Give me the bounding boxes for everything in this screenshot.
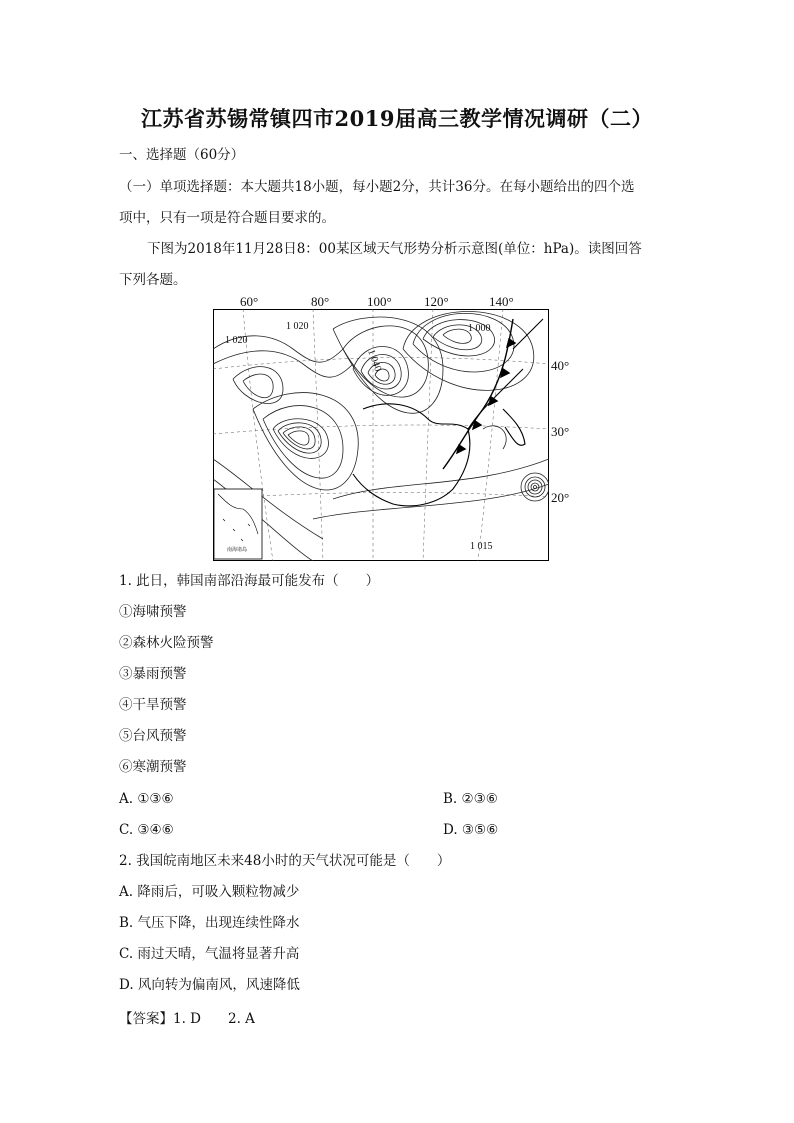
- latitude-label: 40°: [551, 358, 570, 373]
- question-1-option-a: A. ①③⑥: [119, 791, 174, 807]
- question-1-option-b: B. ②③⑥: [443, 791, 498, 807]
- isobar-label: 1 020: [286, 321, 309, 332]
- question-1-option-d: D. ③⑤⑥: [443, 822, 499, 838]
- isobar-label: 1 015: [470, 541, 493, 552]
- question-1-item: ③暴雨预警: [119, 666, 187, 682]
- inset-label: 南海诸岛: [227, 548, 248, 553]
- question-2-option-c: C. 雨过天晴，气温将显著升高: [119, 946, 300, 962]
- page-title: 江苏省苏锡常镇四市2019届高三教学情况调研（二）: [141, 106, 653, 131]
- question-1-item: ①海啸预警: [119, 604, 187, 620]
- instructions-line-1: （一）单项选择题：本大题共18小题，每小题2分，共计36分。在每小题给出的四个选: [119, 179, 635, 195]
- question-2-option-b: B. 气压下降，出现连续性降水: [119, 915, 300, 931]
- longitude-label: 60°: [240, 294, 259, 309]
- instructions-line-2: 项中，只有一项是符合题目要求的。: [119, 210, 335, 226]
- question-1-item: ⑤台风预警: [119, 728, 187, 744]
- question-stem-line-1: 下图为2018年11月28日8：00某区域天气形势分析示意图(单位：hPa)。读图回答: [147, 241, 642, 257]
- question-1-stem: 1. 此日，韩国南部沿海最可能发布（ ）: [119, 573, 380, 589]
- longitude-label: 100°: [367, 294, 392, 309]
- question-1-item: ④干旱预警: [119, 697, 187, 713]
- section-heading: 一、选择题（60分）: [119, 147, 245, 163]
- longitude-label: 140°: [489, 294, 514, 309]
- latitude-label: 30°: [551, 424, 570, 439]
- question-stem-line-2: 下列各题。: [119, 272, 187, 288]
- question-2-option-a: A. 降雨后，可吸入颗粒物减少: [119, 884, 300, 900]
- longitude-label: 120°: [424, 294, 449, 309]
- latitude-label: 20°: [551, 490, 570, 505]
- longitude-label: 80°: [311, 294, 330, 309]
- question-2-stem: 2. 我国皖南地区未来48小时的天气状况可能是（ ）: [119, 853, 451, 869]
- answer-key: 【答案】1. D 2. A: [119, 1011, 255, 1027]
- isobar-label: 1 000: [468, 323, 491, 334]
- weather-map-drawing: [213, 309, 549, 561]
- isobar-label: 1 020: [225, 335, 248, 346]
- isobar-label: 1 040: [365, 348, 384, 373]
- question-1-option-c: C. ③④⑥: [119, 822, 174, 838]
- weather-map: [213, 309, 549, 561]
- question-1-item: ②森林火险预警: [119, 635, 214, 651]
- question-2-option-d: D. 风向转为偏南风，风速降低: [119, 977, 300, 993]
- question-1-item: ⑥寒潮预警: [119, 759, 187, 775]
